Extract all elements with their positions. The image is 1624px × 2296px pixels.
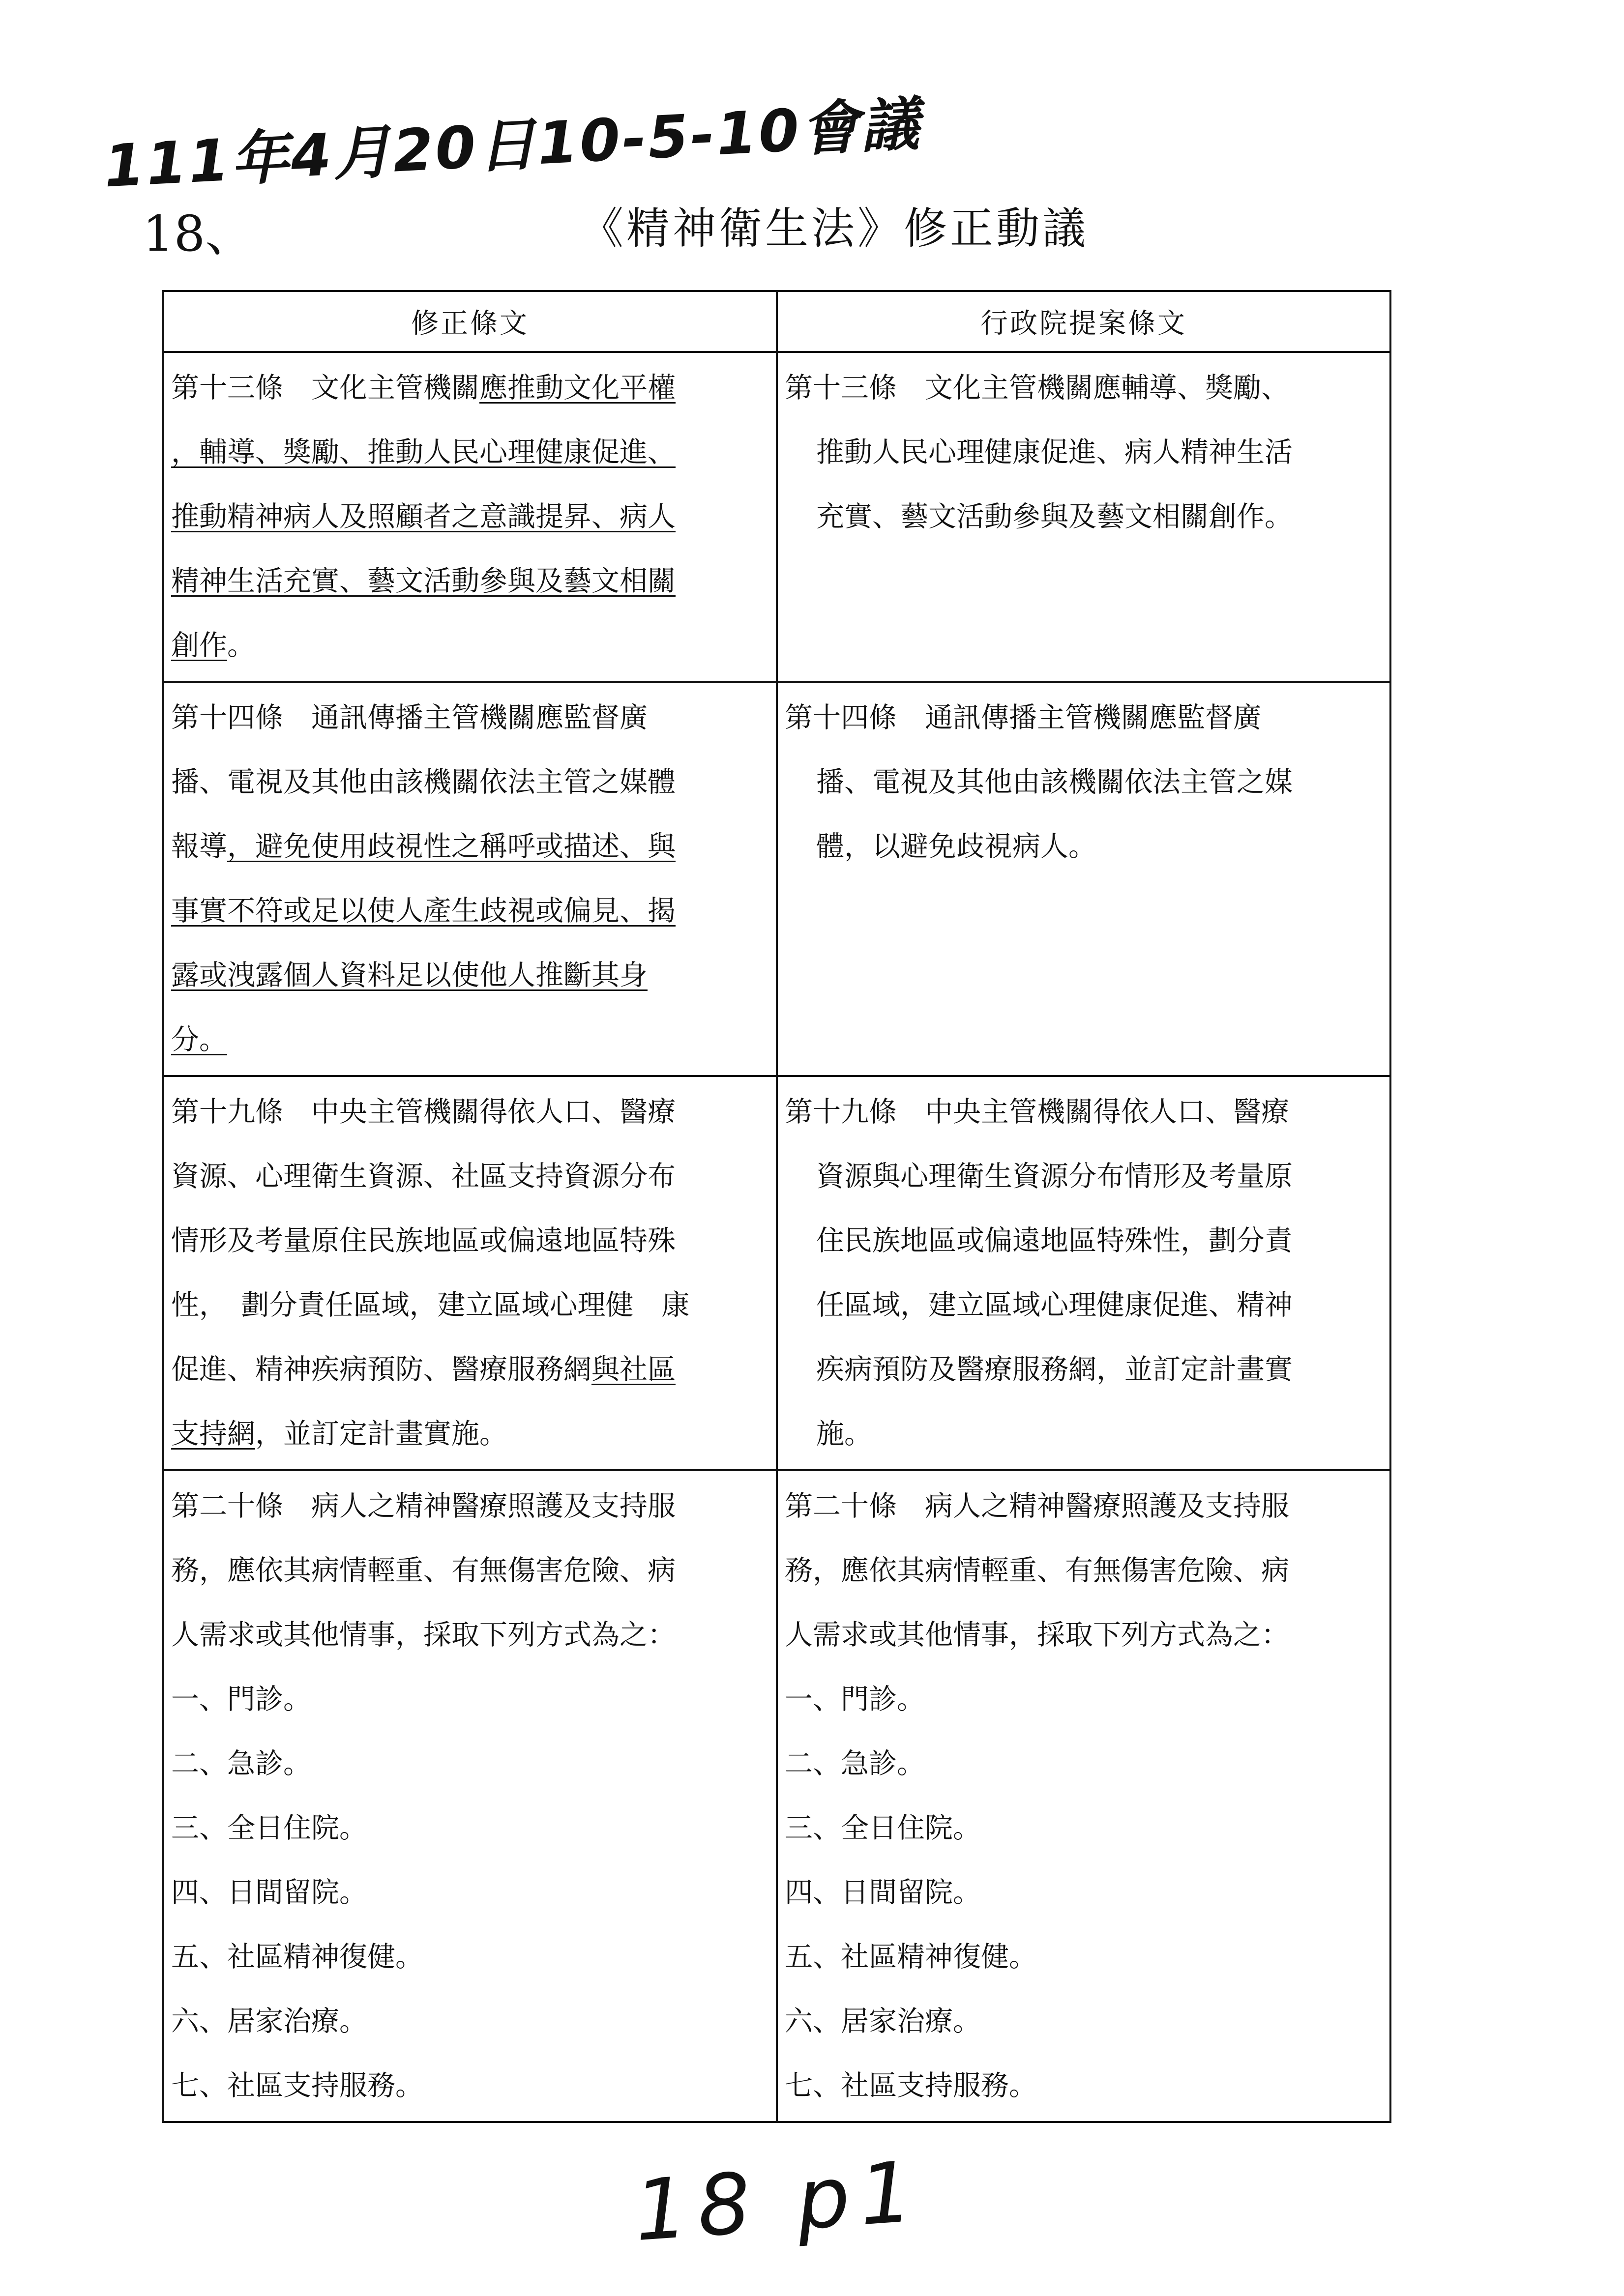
article-text: 二、急診。 [171,1747,311,1780]
article-line [171,1989,769,2054]
article-line [171,613,769,678]
article-text: 第十九條 中央主管機關得依人口、醫療 [171,1096,676,1128]
proposal-article-cell [777,1470,1390,2122]
amended-text-underlined: ，輔導、獎勵、推動人民心理健康促進、 [171,436,676,468]
article-text: 第二十條 病人之精神醫療照護及支持服 [171,1490,676,1522]
article-line [171,1860,769,1925]
article-line: 播、電視及其他由該機關依法主管之媒 [816,766,1293,798]
article-line [171,1925,769,1989]
amended-text-underlined: 創作 [171,629,227,662]
article-line [171,1209,769,1273]
article-line [171,1008,769,1072]
article-line: 務，應依其病情輕重、有無傷害危險、病 [785,1554,1289,1587]
article-text: 務，應依其病情輕重、有無傷害危險、病 [171,1554,676,1587]
column-header-amended: 修正條文 [163,291,777,352]
item-number: 18、 [143,205,255,262]
article-line: 第十四條 通訊傳播主管機關應監督廣 [785,701,1261,734]
article-line [171,1474,769,1539]
article-text: 五、社區精神復健。 [171,1941,423,1973]
article-text: 四、日間留院。 [171,1876,367,1909]
article-line: 任區域，建立區域心理健康促進、精神 [816,1289,1293,1321]
amendment-comparison-table [162,290,1391,2123]
amended-text-underlined: 事實不符或足以使人產生歧視或偏見、揭 [171,895,676,927]
article-line [171,1667,769,1732]
article-line: 人需求或其他情事，採取下列方式為之： [785,1619,1289,1651]
amended-text-underlined: 應推動文化平權 [479,372,676,404]
article-text: 三、全日住院。 [171,1812,367,1844]
proposal-article-cell [777,352,1390,682]
article-text: 第十四條 通訊傳播主管機關應監督廣 [171,701,648,734]
article-text: 促進、精神疾病預防、醫療服務網 [171,1353,591,1386]
article-line [171,943,769,1008]
proposal-article-cell [777,1076,1390,1470]
table-row [163,1076,1390,1470]
article-line [171,485,769,549]
article-line: 二、急診。 [785,1747,925,1780]
article-line [171,1337,769,1402]
article-line: 住民族地區或偏遠地區特殊性，劃分責 [816,1224,1293,1257]
page-title: 《精神衛生法》修正動議 [580,203,1089,254]
article-line: 第二十條 病人之精神醫療照護及支持服 [785,1490,1289,1522]
handwritten-page-note: 18 p1 [631,2143,926,2261]
article-text: 一、門診。 [171,1683,311,1715]
amended-text-underlined: ，避免使用歧視性之稱呼或描述、與 [227,830,676,863]
article-line [171,1080,769,1144]
amended-article-cell [163,1076,777,1470]
article-text: 情形及考量原住民族地區或偏遠地區特殊 [171,1224,676,1257]
article-line [171,420,769,485]
amended-article-cell [163,352,777,682]
article-line: 七、社區支持服務。 [785,2069,1037,2102]
article-line [171,1273,769,1337]
article-line: 三、全日住院。 [785,1812,981,1844]
article-text: 報導 [171,830,227,863]
article-line [171,549,769,613]
article-text: 第十三條 文化主管機關 [171,372,479,404]
article-text: 。 [227,629,255,662]
article-line: 一、門診。 [785,1683,925,1715]
article-text: 人需求或其他情事，採取下列方式為之： [171,1619,676,1651]
amended-article-cell [163,1470,777,2122]
article-line [171,1539,769,1603]
amended-text-underlined: 精神生活充實、藝文活動參與及藝文相關 [171,565,676,597]
article-line [171,686,769,750]
article-line [171,1603,769,1667]
proposal-article-cell [777,682,1390,1076]
article-line [171,750,769,814]
table-row [163,1470,1390,2122]
amended-text-underlined: 與社區 [591,1353,676,1386]
article-line: 五、社區精神復健。 [785,1941,1037,1973]
article-text: 性， 劃分責任區域，建立區域心理健 康 [171,1289,690,1321]
amended-text-underlined: 分。 [171,1023,227,1056]
amended-article-cell [163,682,777,1076]
article-line [171,1796,769,1860]
article-line: 體，以避免歧視病人。 [816,830,1096,863]
article-text: ，並訂定計畫實施。 [255,1418,507,1450]
article-line: 充實、藝文活動參與及藝文相關創作。 [816,500,1293,533]
amended-text-underlined: 支持網 [171,1418,255,1450]
article-line [171,1144,769,1209]
article-line: 推動人民心理健康促進、病人精神生活 [816,436,1293,468]
article-line: 疾病預防及醫療服務網，並訂定計畫實 [816,1353,1293,1386]
article-line [171,814,769,879]
article-line: 第十三條 文化主管機關應輔導、獎勵、 [785,372,1289,404]
amended-text-underlined: 露或洩露個人資料足以使他人推斷其身 [171,959,648,991]
column-header-executive-yuan: 行政院提案條文 [777,291,1390,352]
article-text: 資源、心理衛生資源、社區支持資源分布 [171,1160,676,1192]
table-header-row [163,291,1390,352]
article-line [171,1402,769,1466]
article-line: 資源與心理衛生資源分布情形及考量原 [816,1160,1293,1192]
article-line [171,356,769,420]
article-line: 四、日間留院。 [785,1876,981,1909]
article-line [171,2054,769,2118]
article-line [171,879,769,943]
handwritten-meeting-annotation: 111年4月20日10-5-10會議 [102,89,923,201]
amended-text-underlined: 推動精神病人及照顧者之意識提昇、病人 [171,500,676,533]
article-line: 第十九條 中央主管機關得依人口、醫療 [785,1096,1289,1128]
article-text: 播、電視及其他由該機關依法主管之媒體 [171,766,676,798]
article-text: 七、社區支持服務。 [171,2069,423,2102]
table-row [163,682,1390,1076]
table-row [163,352,1390,682]
article-line [171,1732,769,1796]
article-text: 六、居家治療。 [171,2005,367,2037]
article-line: 六、居家治療。 [785,2005,981,2037]
article-line: 施。 [816,1418,872,1450]
